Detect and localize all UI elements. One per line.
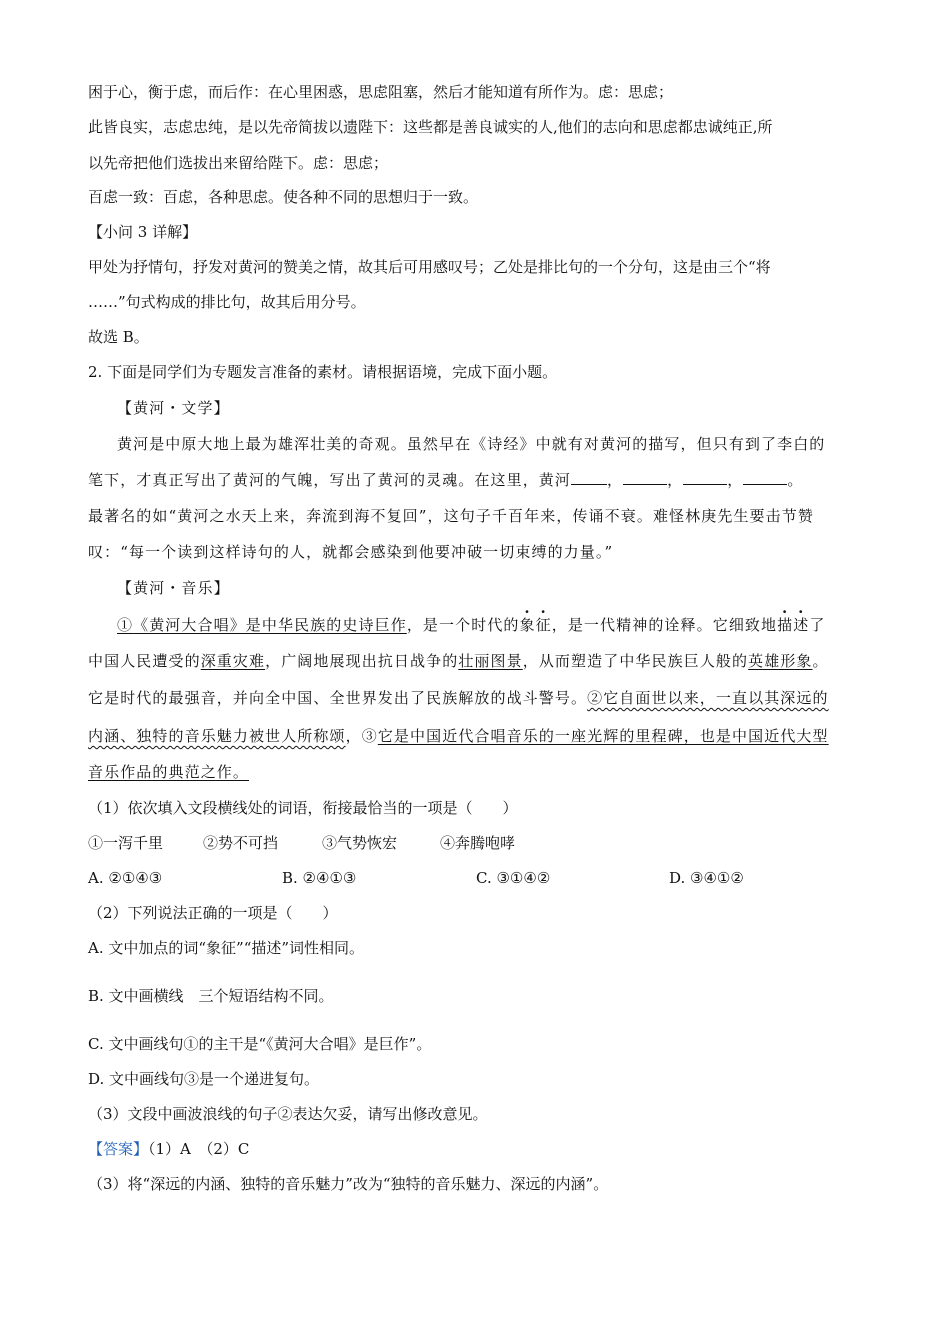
- literature-line-2: 笔下，才真正写出了黄河的气魄，写出了黄河的灵魂。在这里，黄河 ， ， ， 。: [88, 471, 804, 489]
- music-line-5: [88, 762, 249, 782]
- underlined-phrase-3: 英雄形象: [748, 652, 813, 670]
- wavy-sentence-2-part-1: ②它自面世以来，一直以其深远的: [587, 689, 829, 707]
- underlined-sentence-3-part-1: 它是中国近代合唱音乐的一座光辉的里程碑，也是中国近代大型: [377, 727, 829, 745]
- music-line-4: 内涵、独特的音乐魅力被世人所称颂，③它是中国近代合唱音乐的一座光辉的里程碑，也是中国近代大型: [88, 727, 829, 745]
- fill-blank-2[interactable]: [623, 483, 667, 485]
- underlined-sentence-3-part-2: 音乐作品的典范之作。: [88, 763, 250, 781]
- question-2-intro: 2. 下面是同学们为专题发言准备的素材。请根据语境，完成下面小题。: [88, 363, 558, 381]
- fill-blank-3[interactable]: [683, 483, 727, 485]
- explanation-line-2: 此皆良实，志虑忠纯，是以先帝简拔以遗陛下：这些都是善良诚实的人,他们的志向和思虑都忠诚纯正,所: [88, 118, 773, 136]
- sub1-option-a[interactable]: A. ②①④③: [88, 869, 163, 887]
- sub2-option-d[interactable]: D. 文中画线句③是一个递进复句。: [88, 1070, 320, 1088]
- subquestion-3-stem: （3）文段中画波浪线的句子②表达欠妥，请写出修改意见。: [88, 1105, 488, 1123]
- answer-line-1: 【答案】（1）A （2）C: [88, 1140, 250, 1158]
- underlined-phrase-2: 壮丽图景: [458, 652, 523, 670]
- answer-line-2: （3）将“深远的内涵、独特的音乐魅力”改为“独特的音乐魅力、深远的内涵”。: [88, 1175, 609, 1193]
- explanation-line-1: 困于心，衡于虑，而后作：在心里困惑，思虑阻塞，然后才能知道有所作为。虑：思虑；: [88, 83, 674, 101]
- section-literature-heading: 【黄河・文学】: [117, 399, 230, 417]
- sub2-option-c[interactable]: C. 文中画线句①的主干是“《黄河大合唱》是巨作”。: [88, 1035, 432, 1053]
- q3-explanation-line-2: ……”句式构成的排比句，故其后用分号。: [88, 293, 366, 311]
- word-item-3: ③气势恢宏: [322, 834, 398, 852]
- q3-explanation-line-1: 甲处为抒情句，抒发对黄河的赞美之情，故其后可用感叹号；乙处是排比句的一个分句，这是由三个“将: [88, 258, 771, 276]
- sub1-option-d[interactable]: D. ③④①②: [669, 869, 744, 887]
- q3-heading: 【小问 3 详解】: [88, 223, 198, 241]
- sub1-option-c[interactable]: C. ③①④②: [476, 869, 551, 887]
- fill-blank-4[interactable]: [743, 483, 787, 485]
- section-music-heading: 【黄河・音乐】: [117, 579, 230, 597]
- answer-tag: 【答案】: [88, 1140, 149, 1158]
- sub2-option-b[interactable]: B. 文中画横线 三个短语结构不同。: [88, 987, 334, 1005]
- music-line-1: ①《黄河大合唱》是中华民族的史诗巨作，是一个时代的象征，是一代精神的诠释。它细致地描述了: [117, 616, 826, 634]
- word-item-1: ①一泻千里: [88, 834, 164, 852]
- subquestion-2-stem: （2）下列说法正确的一项是（ ）: [88, 904, 338, 922]
- sub1-option-b[interactable]: B. ②④①③: [282, 869, 357, 887]
- dotted-char-shu: 述: [793, 616, 810, 634]
- music-line-2: 中国人民遭受的深重灾难，广阔地展现出抗日战争的壮丽图景，从而塑造了中华民族巨人般的英雄形象。: [88, 652, 829, 670]
- sub2-option-a[interactable]: A. 文中加点的词“象征”“描述”词性相同。: [88, 939, 365, 957]
- underlined-phrase-1: 深重灾难: [200, 652, 266, 670]
- wavy-sentence-2-part-2: 内涵、独特的音乐魅力被世人所称颂: [88, 727, 346, 745]
- explanation-line-3: 以先帝把他们选拔出来留给陛下。虑：思虑；: [88, 154, 389, 172]
- word-item-2: ②势不可挡: [203, 834, 279, 852]
- underlined-sentence-1: ①《黄河大合唱》是中华民族的史诗巨作: [117, 616, 407, 634]
- explanation-line-4: 百虑一致：百虑，各种思虑。使各种不同的思想归于一致。: [88, 188, 479, 206]
- dotted-char-miao: 描: [777, 616, 794, 634]
- literature-line-1: 黄河是中原大地上最为雄浑壮美的奇观。虽然早在《诗经》中就有对黄河的描写，但只有到了李白的: [117, 435, 826, 453]
- subquestion-1-stem: （1）依次填入文段横线处的词语，衔接最恰当的一项是（ ）: [88, 799, 518, 817]
- music-line-3: 它是时代的最强音，并向全中国、全世界发出了民族解放的战斗警号。②它自面世以来，一直以其深远的: [88, 689, 829, 707]
- fill-blank-1[interactable]: [571, 483, 607, 485]
- word-item-4: ④奔腾咆哮: [440, 834, 516, 852]
- q3-choice: 故选 B。: [88, 328, 149, 346]
- dotted-char-zheng: 征: [535, 616, 552, 634]
- literature-line-4: 叹：“每一个读到这样诗句的人，就都会感染到他要冲破一切束缚的力量。”: [88, 543, 614, 561]
- dotted-char-xiang: 象: [519, 616, 536, 634]
- literature-line-3: 最著名的如“黄河之水天上来，奔流到海不复回”，这句子千百年来，传诵不衰。难怪林庚先生要击节赞: [88, 507, 814, 525]
